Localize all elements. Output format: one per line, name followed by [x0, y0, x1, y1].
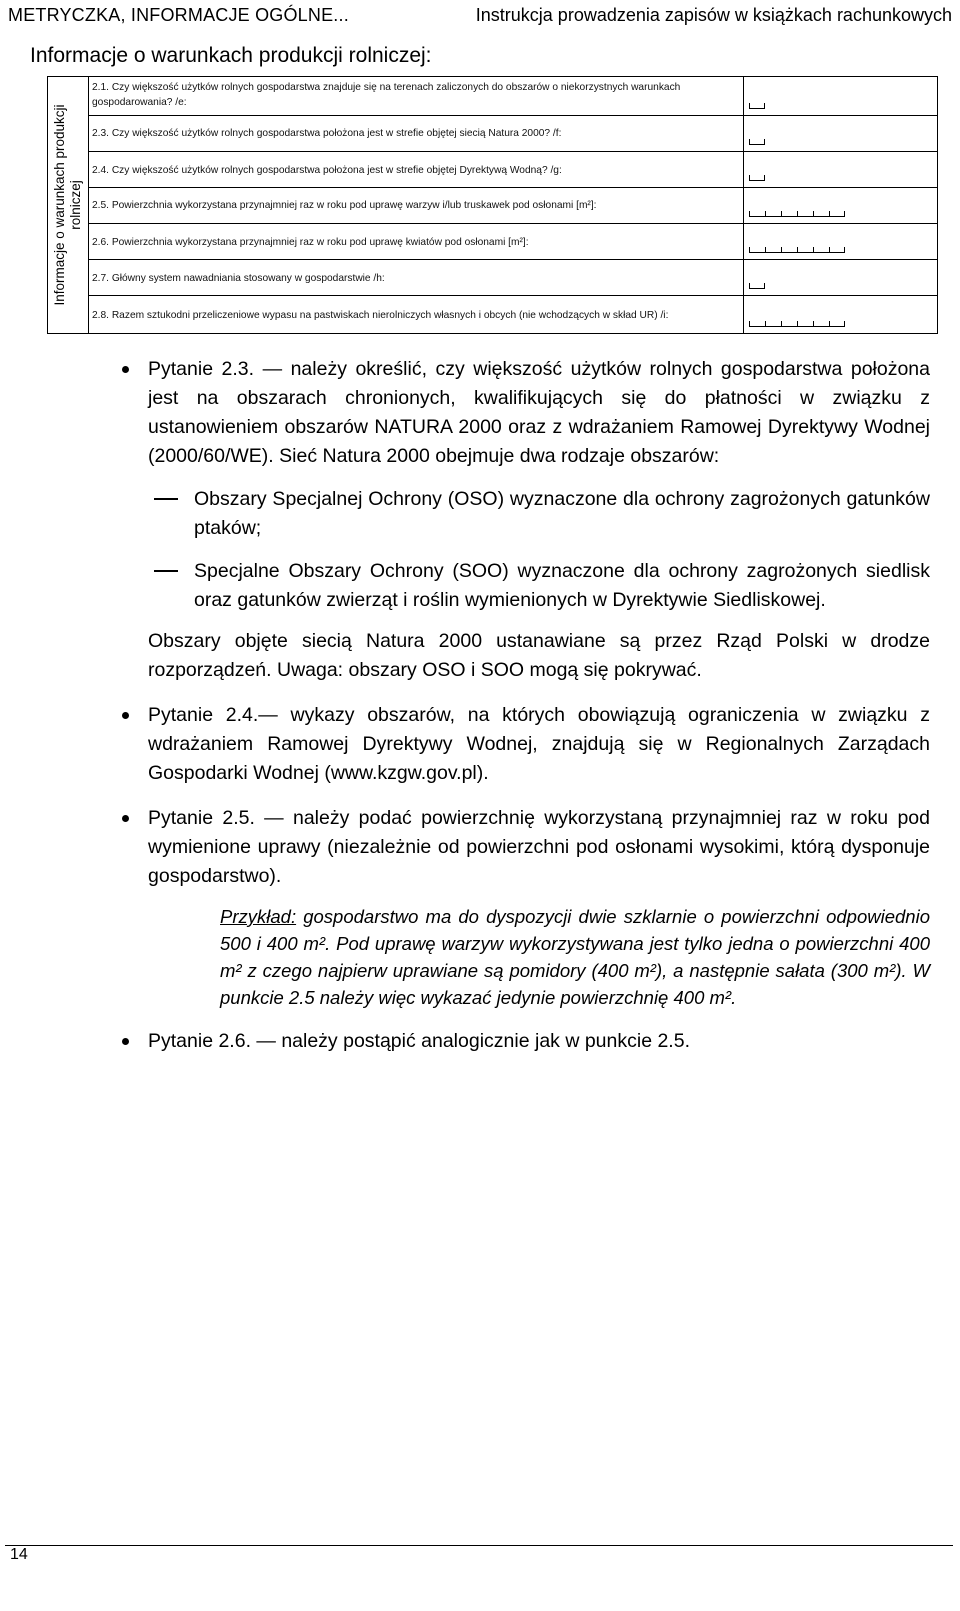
form-row-2-1 — [89, 77, 937, 116]
answer-cell[interactable] — [749, 321, 765, 327]
answer-cell[interactable] — [765, 247, 781, 253]
answer-field-2-8[interactable] — [749, 321, 845, 327]
answer-cell[interactable] — [749, 103, 765, 109]
dash-icon — [154, 498, 178, 500]
paragraph-text: Pytanie 2.4.— wykazy obszarów, na których obowiązują ograniczenia w związku z wdrażaniem Ramowej Dyrektywy Wodnej, znajdują się w Regionalnych Zarządach Gospodarki Wodnej (www.kzgw.gov.pl). — [148, 704, 930, 784]
list-item-soo — [140, 557, 930, 615]
paragraph-text: Pytanie 2.5. — należy podać powierzchnię wykorzystaną przynajmniej raz w roku pod wymienione uprawy (niezależnie od powierzchni pod osłonami wysokimi, którą dysponuje gospodarstwo). — [148, 807, 930, 887]
bullet-icon — [122, 366, 129, 373]
form-question-text: 2.4. Czy większość użytków rolnych gospodarstwa położona jest w strefie objętej Dyrektywą Wodną? /g: — [92, 165, 562, 176]
answer-cell[interactable] — [797, 321, 813, 327]
bullet-icon — [122, 712, 129, 719]
answer-field-2-6[interactable] — [749, 247, 845, 253]
form-row-2-8 — [89, 296, 937, 333]
paragraph-natura-note: Obszary objęte siecią Natura 2000 ustanawiane są przez Rząd Polski w drodze rozporządzeń. Uwaga: obszary OSO i SOO mogą się pokrywać. — [148, 630, 930, 681]
paragraph-text: Pytanie 2.6. — należy postąpić analogicznie jak w punkcie 2.5. — [148, 1030, 690, 1052]
form-question-text: 2.6. Powierzchnia wykorzystana przynajmniej raz w roku pod uprawę kwiatów pod osłonami [m²]: — [92, 237, 529, 248]
paragraph-question-2-3 — [120, 355, 930, 471]
answer-field-2-7[interactable] — [749, 283, 765, 289]
main-content — [120, 355, 930, 1056]
form-table — [47, 76, 938, 334]
dash-icon — [154, 570, 178, 572]
answer-cell[interactable] — [749, 247, 765, 253]
list-item-text: Obszary Specjalnej Ochrony (OSO) wyznaczone dla ochrony zagrożonych gatunków ptaków; — [194, 488, 930, 539]
header-chapter-title: METRYCZKA, INFORMACJE OGÓLNE... — [8, 5, 349, 25]
page-number: 14 — [10, 1546, 28, 1563]
answer-field-2-1[interactable] — [749, 103, 765, 109]
answer-field-2-3[interactable] — [749, 139, 765, 145]
answer-cell[interactable] — [749, 211, 765, 217]
page-header — [8, 5, 952, 31]
answer-cell[interactable] — [749, 175, 765, 181]
paragraph-question-2-6 — [120, 1027, 930, 1056]
form-question-text: 2.5. Powierzchnia wykorzystana przynajmniej raz w roku pod uprawę warzyw i/lub truskawek pod osłonami [m²]: — [92, 200, 597, 211]
form-row-2-5 — [89, 188, 937, 224]
form-row-2-7 — [89, 260, 937, 296]
form-question-text: 2.8. Razem sztukodni przeliczeniowe wypasu na pastwiskach nierolniczych własnych i obcych (nie wchodzących w skład UR) /i: — [92, 310, 669, 321]
paragraph-question-2-4 — [120, 701, 930, 788]
answer-cell[interactable] — [813, 211, 829, 217]
form-row-2-3 — [89, 116, 937, 152]
bullet-icon — [122, 815, 129, 822]
form-side-label-line1: Informacje o warunkach produkcji — [52, 104, 67, 306]
paragraph-text: Pytanie 2.3. — należy określić, czy większość użytków rolnych gospodarstwa położona jest na obszarach chronionych, kwalifikujących się do płatności w związku z ustanowieniem obszarów NATURA 2000 oraz z wdrażaniem Ramowej Dyrektywy Wodnej (2000/60/WE). Sieć Natura 2000 obejmuje dwa rodzaje obszarów: — [148, 358, 930, 467]
form-question-text: 2.7. Główny system nawadniania stosowany w gospodarstwie /h: — [92, 273, 385, 284]
answer-cell[interactable] — [781, 247, 797, 253]
example-text: gospodarstwo ma do dyspozycji dwie szklarnie o powierzchni odpowiednio 500 i 400 m². Pod uprawę warzyw wykorzystywana jest tylko jedna o powierzchni 400 m² z czego najpierw uprawiane są pomidory (400 m²), a następnie sałata (300 m²). W punkcie 2.5 należy więc wykazać jedynie powierzchnię 400 m². — [220, 906, 930, 1008]
section-title: Informacje o warunkach produkcji rolniczej: — [30, 44, 432, 67]
list-item-text: Specjalne Obszary Ochrony (SOO) wyznaczone dla ochrony zagrożonych siedlisk oraz gatunków zwierząt i roślin wymienionych w Dyrektywie Siedliskowej. — [194, 560, 930, 611]
list-item-oso — [140, 485, 930, 543]
answer-cell[interactable] — [797, 211, 813, 217]
form-question-text: 2.1. Czy większość użytków rolnych gospodarstwa znajduje się na terenach zaliczonych do obszarów o niekorzystnych warunkach gospodarowania? /e: — [92, 82, 681, 108]
answer-cell[interactable] — [797, 247, 813, 253]
answer-cell[interactable] — [749, 139, 765, 145]
footer-divider — [5, 1545, 953, 1546]
bullet-icon — [122, 1038, 129, 1045]
example-label: Przykład: — [220, 906, 297, 927]
example-block — [220, 903, 930, 1011]
form-side-column — [48, 77, 89, 333]
answer-cell[interactable] — [813, 321, 829, 327]
answer-cell[interactable] — [765, 211, 781, 217]
header-document-title: Instrukcja prowadzenia zapisów w książkach rachunkowych — [475, 5, 952, 25]
answer-cell[interactable] — [749, 283, 765, 289]
form-row-2-4 — [89, 152, 937, 188]
answer-cell[interactable] — [829, 211, 845, 217]
answer-cell[interactable] — [781, 211, 797, 217]
form-side-label-line2: rolniczej — [68, 180, 83, 230]
answer-field-2-5[interactable] — [749, 211, 845, 217]
answer-field-2-4[interactable] — [749, 175, 765, 181]
answer-cell[interactable] — [813, 247, 829, 253]
answer-cell[interactable] — [765, 321, 781, 327]
answer-cell[interactable] — [781, 321, 797, 327]
form-question-text: 2.3. Czy większość użytków rolnych gospodarstwa położona jest w strefie objętej siecią Natura 2000? /f: — [92, 128, 562, 139]
answer-cell[interactable] — [829, 247, 845, 253]
answer-cell[interactable] — [829, 321, 845, 327]
form-row-2-6 — [89, 224, 937, 260]
paragraph-question-2-5 — [120, 804, 930, 891]
form-side-label — [52, 104, 84, 305]
